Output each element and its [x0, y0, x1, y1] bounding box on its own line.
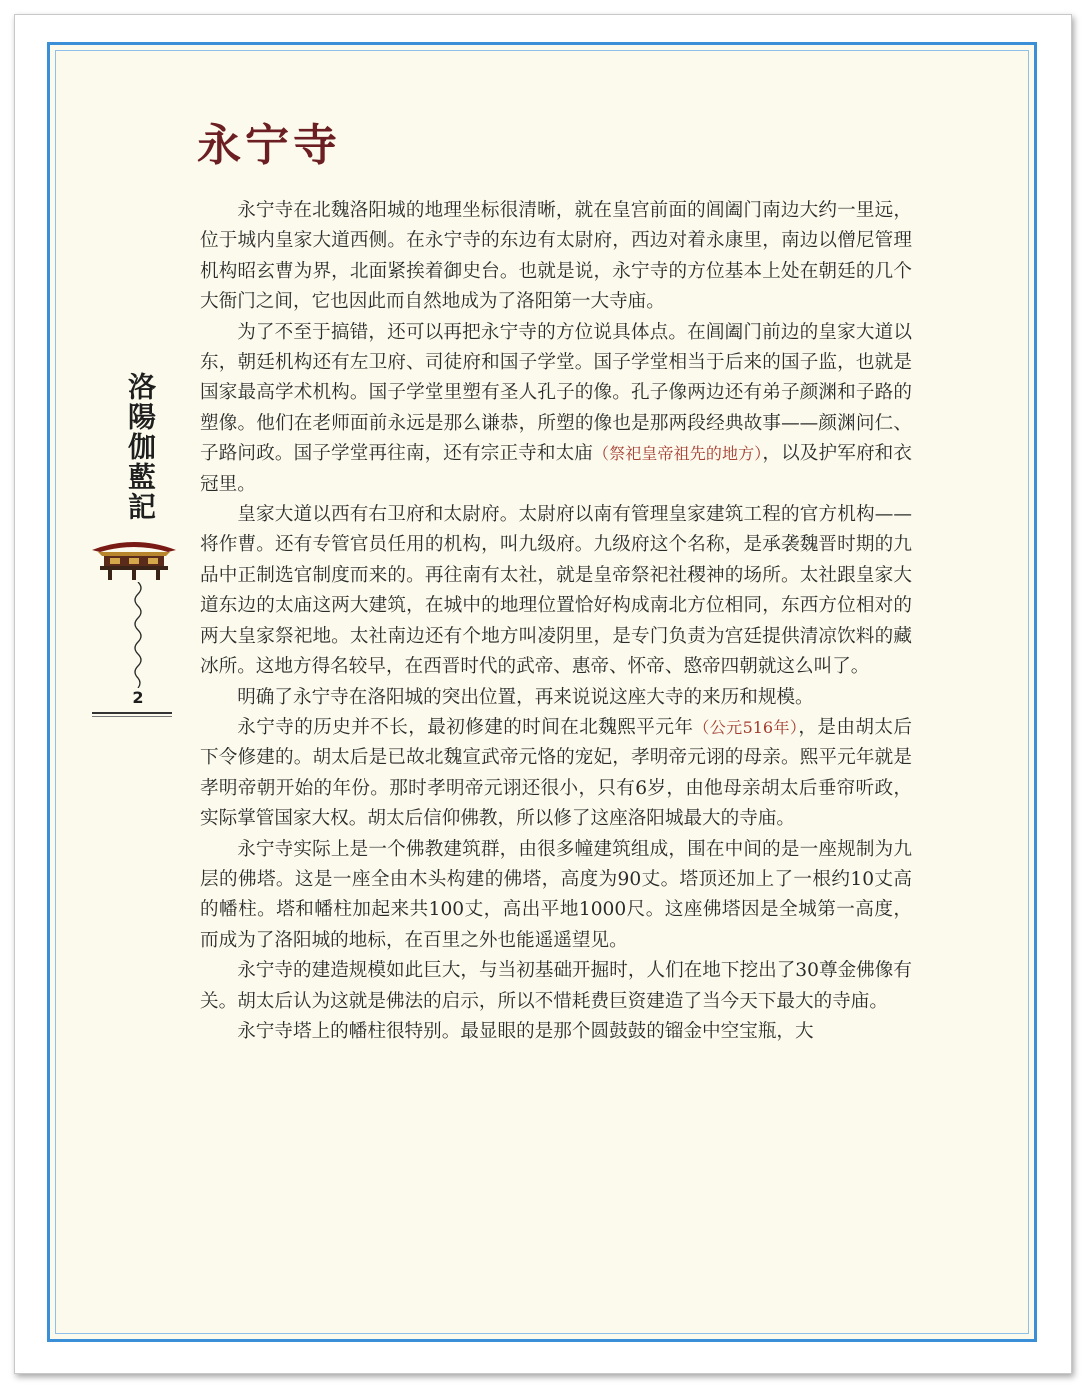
paragraph: 永宁寺塔上的幡柱很特别。最显眼的是那个圆鼓鼓的镏金中空宝瓶，大: [237, 1020, 814, 1042]
page-number-rule-thin: [92, 716, 172, 717]
annotation-note: （祭祀皇帝祖先的地方）: [593, 444, 763, 464]
wavy-line-ornament: [128, 582, 148, 688]
annotation-note: （公元516年）: [693, 717, 799, 737]
paragraph: 永宁寺的历史并不长，最初修建的时间在北魏熙平元年（公元516年），是由胡太后下令修建的。胡太后是已故北魏宣武帝元恪的宠妃，孝明帝元诩的母亲。熙平元年就是孝明帝朝开始的年份。那时孝明帝元诩还很小，只有6岁，由他母亲胡太后垂帘听政，实际掌管国家大权。胡太后信仰佛教，所以修了这座洛阳城最大的寺庙。: [200, 716, 912, 830]
page-number-rule: [92, 712, 172, 714]
series-title-vertical: 洛陽伽藍記: [124, 372, 157, 522]
paragraph: 明确了永宁寺在洛阳城的突出位置，再来说说这座大寺的来历和规模。: [237, 686, 814, 708]
page-title: 永宁寺: [197, 120, 341, 171]
paragraph: 皇家大道以西有右卫府和太尉府。太尉府以南有管理皇家建筑工程的官方机构——将作曹。还有专管官员任用的机构，叫九级府。九级府这个名称，是承袭魏晋时期的九品中正制选官制度而来的。再往南有太社，就是皇帝祭祀社稷神的场所。太社跟皇家大道东边的太庙这两大建筑，在城中的地理位置恰好构成南北方位相同，东西方位相对的两大皇家祭祀地。太社南边还有个地方叫凌阴里，是专门负责为宫廷提供清凉饮料的藏冰所。这地方得名较早，在西晋时代的武帝、惠帝、怀帝、愍帝四朝就这么叫了。: [200, 504, 912, 678]
paragraph: 永宁寺在北魏洛阳城的地理坐标很清晰，就在皇宫前面的阊阖门南边大约一里远，位于城内皇家大道西侧。在永宁寺的东边有太尉府，西边对着永康里，南边以僧尼管理机构昭玄曹为界，北面紧挨着御史台。也就是说，永宁寺的方位基本上处在朝廷的几个大衙门之间，它也因此而自然地成为了洛阳第一大寺庙。: [200, 200, 912, 313]
paragraph: 永宁寺实际上是一个佛教建筑群，由很多幢建筑组成，围在中间的是一座规制为九层的佛塔。这是一座全由木头构建的佛塔，高度为90丈。塔顶还加上了一根约10丈高的幡柱。塔和幡柱加起来共100丈，高出平地1000尺。这座佛塔因是全城第一高度，而成为了洛阳城的地标，在百里之外也能遥遥望见。: [200, 838, 912, 951]
body-text: [200, 196, 912, 1047]
paragraph: 为了不至于搞错，还可以再把永宁寺的方位说具体点。在阊阖门前边的皇家大道以东，朝廷机构还有左卫府、司徒府和国子学堂。国子学堂相当于后来的国子监，也就是国家最高学术机构。国子学堂里塑有圣人孔子的像。孔子像两边还有弟子颜渊和子路的塑像。他们在老师面前永远是那么谦恭，所塑的像也是那两段经典故事——颜渊问仁、子路问政。国子学堂再往南，还有宗正寺和太庙（祭祀皇帝祖先的地方），以及护军府和衣冠里。: [200, 321, 912, 495]
paragraph: 永宁寺的建造规模如此巨大，与当初基础开掘时，人们在地下挖出了30尊金佛像有关。胡太后认为这就是佛法的启示，所以不惜耗费巨资建造了当今天下最大的寺庙。: [200, 960, 912, 1012]
pavilion-roof-icon: [88, 532, 180, 582]
page-number: 2: [132, 688, 144, 707]
